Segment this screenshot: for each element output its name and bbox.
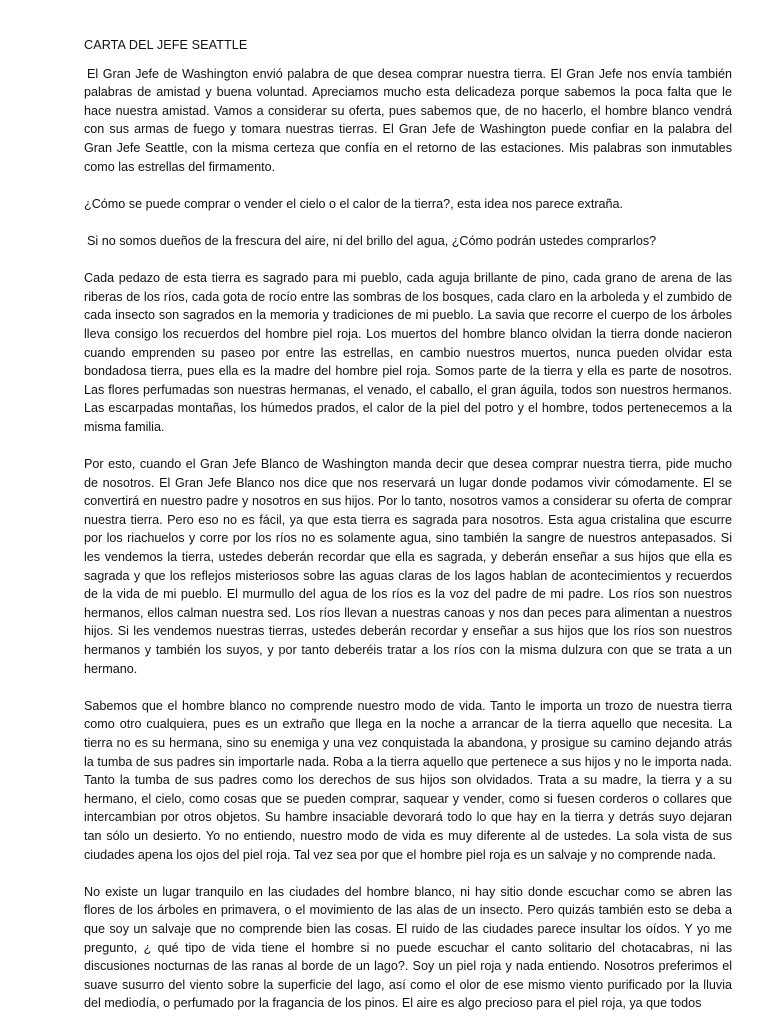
paragraph-7: No existe un lugar tranquilo en las ciudades del hombre blanco, ni hay sitio donde escuchar como se abren las flores de los árboles en primavera, o el movimiento de las alas de un insecto. Pero quizás también esto se deba a que soy un salvaje que no comprende bien las cosas. El ruido de las ciudades parece insultar los oídos. Y yo me pregunto, ¿ qué tipo de vida tiene el hombre si no puede escuchar el canto solitario del chotacabras, ni las discusiones nocturnas de las ranas al borde de un lago?. Soy un piel roja y nada entiendo. Nosotros preferimos el suave susurro del viento sobre la superficie del lago, así como el olor de ese mismo viento purificado por la lluvia del mediodía, o perfumado por la fragancia de los pinos. El aire es algo precioso para el piel roja, ya que todos — [84, 884, 732, 1011]
paragraph-1: El Gran Jefe de Washington envió palabra de que desea comprar nuestra tierra. El Gran Jefe nos envía también palabras de amistad y buena voluntad. Apreciamos mucho esta delicadeza porque sabemos la poca falta que le hace nuestra amistad. Vamos a considerar su oferta, pues sabemos que, de no hacerlo, el hombre blanco vendrá con sus armas de fuego y tomara nuestras tierras. El Gran Jefe de Washington puede confiar en la palabra del Gran Jefe Seattle, con la misma certeza que confía en el retorno de las estaciones. Mis palabras son inmutables como las estrellas del firmamento. — [84, 66, 732, 174]
document-page — [84, 36, 732, 1031]
paragraph-4: Cada pedazo de esta tierra es sagrado para mi pueblo, cada aguja brillante de pino, cada grano de arena de las riberas de los ríos, cada gota de rocío entre las sombras de los bosques, cada claro en la arboleda y el zumbido de cada insecto son sagrados en la memoria y tradiciones de mi pueblo. La savia que recorre el cuerpo de los árboles lleva consigo los recuerdos del hombre piel roja. Los muertos del hombre blanco olvidan la tierra donde nacieron cuando emprenden su paseo por entre las estrellas, en cambio nuestros muertos, nunca pueden olvidar esta bondadosa tierra, pues ella es la madre del hombre piel roja. Somos parte de la tierra y ella es parte de nosotros. Las flores perfumadas son nuestras hermanas, el venado, el caballo, el gran águila, todos son nuestros hermanos. Las escarpadas montañas, los húmedos prados, el calor de la piel del potro y el hombre, todos pertenecemos a la misma familia. — [84, 271, 732, 434]
document-title: CARTA DEL JEFE SEATTLE — [84, 38, 248, 52]
paragraph-6: Sabemos que el hombre blanco no comprende nuestro modo de vida. Tanto le importa un trozo de nuestra tierra como otro cualquiera, pues es un extraño que llega en la noche a arrancar de la tierra aquello que necesita. La tierra no es su hermana, sino su enemiga y una vez conquistada la abandona, y prosigue su camino dejando atrás la tumba de sus padres sin importarle nada. Roba a la tierra aquello que pertenece a sus hijos y no le importa nada. Tanto la tumba de sus padres como los derechos de sus hijos son olvidados. Trata a su madre, la tierra y a su hermano, el cielo, como cosas que se pueden comprar, saquear y vender, como si fuesen corderos o collares que intercambian por otros objetos. Su hambre insaciable devorará todo lo que hay en la tierra y detrás suyo dejaran tan sólo un desierto. Yo no entiendo, nuestro modo de vida es muy diferente al de ustedes. La sola vista de sus ciudades apena los ojos del piel roja. Tal vez sea por que el hombre piel roja es un salvaje y no comprende nada. — [84, 698, 732, 862]
paragraph-5: Por esto, cuando el Gran Jefe Blanco de Washington manda decir que desea comprar nuestra tierra, pide mucho de nosotros. El Gran Jefe Blanco nos dice que nos reservará un lugar donde podamos vivir cómodamente. El se convertirá en nuestro padre y nosotros en sus hijos. Por lo tanto, nosotros vamos a considerar su oferta de comprar nuestra tierra. Pero eso no es fácil, ya que esta tierra es sagrada para nosotros. Esta agua cristalina que escurre por los riachuelos y corre por los ríos no es solamente agua, sino también la sangre de nuestros antepasados. Si les vendemos la tierra, ustedes deberán recordar que ella es sagrada, y deberán enseñar a sus hijos que ella es sagrada y que los reflejos misteriosos sobre las aguas claras de los lagos hablan de acontecimientos y recuerdos de la vida de mi pueblo. El murmullo del agua de los ríos es la voz del padre de mi padre. Los ríos son nuestros hermanos, ellos calman nuestra sed. Los ríos llevan a nuestras canoas y nos dan peces para alimentan a nuestros hijos. Si les vendemos nuestras tierras, ustedes deberán recordar y enseñar a sus hijos que los ríos son nuestros hermanos y también los suyos, y por tanto deberéis tratar a los ríos con la misma dulzura con que se trata a un hermano. — [84, 457, 732, 676]
paragraph-2: ¿Cómo se puede comprar o vender el cielo o el calor de la tierra?, esta idea nos parece extraña. — [84, 196, 624, 211]
paragraph-3: Si no somos dueños de la frescura del aire, ni del brillo del agua, ¿Cómo podrán ustedes comprarlos? — [87, 233, 657, 248]
